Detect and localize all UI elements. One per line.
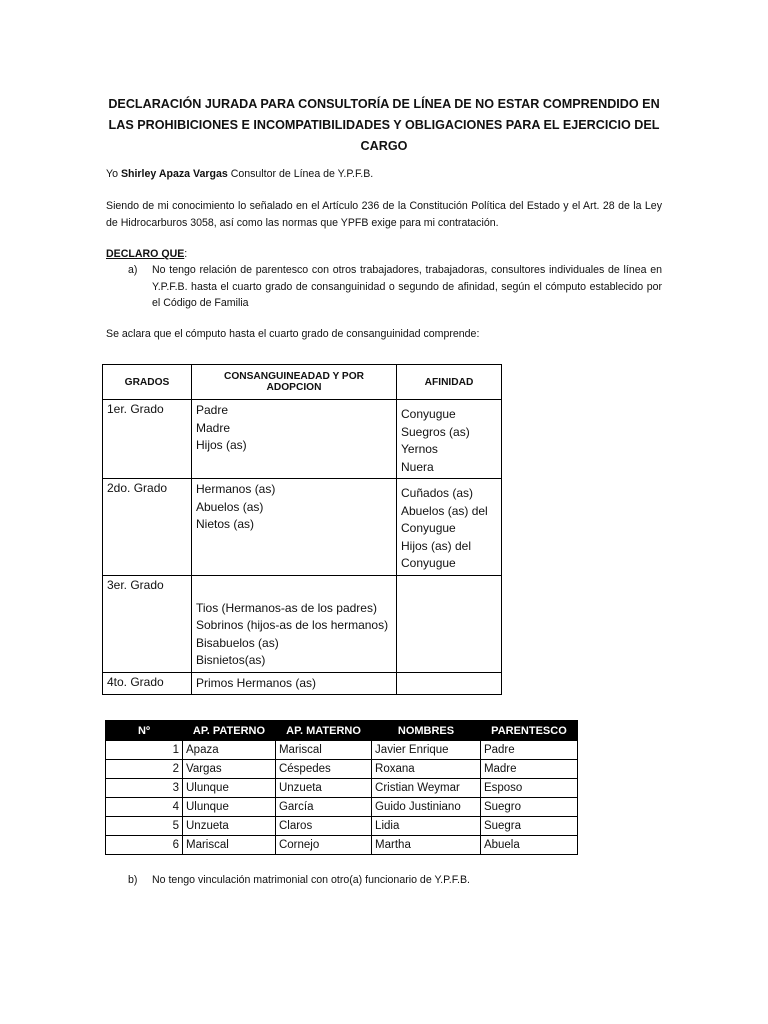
- afinidad-cell: [397, 400, 502, 479]
- ap-materno: Mariscal: [275, 741, 371, 760]
- declaration-item-b: [128, 872, 662, 889]
- grado-row-1: [103, 400, 502, 479]
- ap-materno: Cornejo: [275, 836, 371, 855]
- relation: Hermanos (as): [196, 482, 276, 496]
- grado-label: 2do. Grado: [103, 479, 192, 576]
- header-ap-materno: AP. MATERNO: [275, 721, 371, 741]
- relation: Bisabuelos (as): [196, 635, 279, 650]
- ap-paterno: Ulunque: [183, 798, 276, 817]
- family-table: [105, 720, 578, 855]
- item-b-text: No tengo vinculación matrimonial con otro(a) funcionario de Y.P.F.B.: [152, 874, 470, 886]
- grados-header-row: [103, 365, 502, 400]
- table-row: [106, 741, 578, 760]
- title-line-1: DECLARACIÓN JURADA PARA CONSULTORÍA DE LÍNEA DE NO ESTAR COMPRENDIDO EN: [108, 97, 660, 111]
- header-nombres: NOMBRES: [372, 721, 481, 741]
- declaration-item-a: [128, 262, 662, 312]
- table-row: [106, 817, 578, 836]
- ap-materno: Claros: [275, 817, 371, 836]
- table-row: [106, 836, 578, 855]
- nombres: Roxana: [372, 760, 481, 779]
- afinidad-cell: [397, 672, 502, 695]
- relation: Conyugue: [401, 407, 456, 421]
- ap-materno: Unzueta: [275, 779, 371, 798]
- header-grados: GRADOS: [103, 365, 192, 400]
- ap-materno: García: [275, 798, 371, 817]
- nombres: Javier Enrique: [372, 741, 481, 760]
- grado-label: 4to. Grado: [103, 672, 192, 695]
- relation: Abuelos (as) del Conyugue: [401, 503, 488, 535]
- nombres: Martha: [372, 836, 481, 855]
- table-row: [106, 760, 578, 779]
- header-consanguineidad: CONSANGUINEADAD Y POR ADOPCION: [192, 365, 397, 400]
- afinidad-cell: [397, 479, 502, 576]
- header-ap-paterno: AP. PATERNO: [183, 721, 276, 741]
- header-num: Nº: [106, 721, 183, 741]
- consanguinidad-cell: [192, 575, 397, 672]
- relation: Suegros (as): [401, 424, 470, 439]
- ap-paterno: Apaza: [183, 741, 276, 760]
- consanguinidad-cell: [192, 672, 397, 695]
- parentesco: Padre: [480, 741, 577, 760]
- header-parentesco: PARENTESCO: [480, 721, 577, 741]
- row-number: 1: [106, 741, 183, 760]
- relation: Yernos: [401, 442, 438, 456]
- grado-row-2: [103, 479, 502, 576]
- paragraph-legal-basis: Siendo de mi conocimiento lo señalado en el Artículo 236 de la Constitución Política del Estado y el Art. 28 de la Ley de Hidrocarburos 3058, así como las normas que YPFB exige para mi contratación.: [106, 200, 662, 229]
- relation: Hijos (as) del Conyugue: [401, 538, 472, 570]
- consanguinidad-cell: [192, 400, 397, 479]
- relation: Sobrinos (hijos-as de los hermanos): [196, 618, 389, 632]
- row-number: 3: [106, 779, 183, 798]
- row-number: 2: [106, 760, 183, 779]
- declarant-role: Consultor de Línea de Y.P.F.B.: [230, 168, 374, 180]
- header-afinidad: AFINIDAD: [397, 365, 502, 400]
- declaro-colon: :: [184, 248, 188, 260]
- row-number: 5: [106, 817, 183, 836]
- parentesco: Abuela: [480, 836, 577, 855]
- relation: Madre: [196, 420, 231, 435]
- item-a-text: No tengo relación de parentesco con otros trabajadores, trabajadoras, consultores individuales de línea en Y.P.F.B. hasta el cuarto grado de consanguinidad o segundo de afinidad, según el cómputo establecido por el Código de Familia: [152, 264, 662, 309]
- nombres: Lidia: [372, 817, 481, 836]
- relation: Hijos (as): [196, 438, 247, 452]
- ap-paterno: Mariscal: [183, 836, 276, 855]
- grado-label: 1er. Grado: [103, 400, 192, 479]
- relation: Nietos (as): [196, 517, 255, 531]
- grados-table: [102, 364, 502, 695]
- parentesco: Suegro: [480, 798, 577, 817]
- relation: Tios (Hermanos-as de los padres): [196, 600, 377, 615]
- declarant-name: Shirley Apaza Vargas: [120, 168, 228, 180]
- parentesco: Esposo: [480, 779, 577, 798]
- relation: Nuera: [401, 459, 434, 474]
- title-line-2: LAS PROHIBICIONES E INCOMPATIBILIDADES Y OBLIGACIONES PARA EL EJERCICIO DEL: [108, 118, 660, 132]
- ap-paterno: Unzueta: [183, 817, 276, 836]
- nombres: Cristian Weymar: [372, 779, 481, 798]
- grado-row-4: [103, 672, 502, 695]
- row-number: 6: [106, 836, 183, 855]
- table-row: [106, 798, 578, 817]
- declaro-label: DECLARO QUE: [106, 248, 185, 260]
- ap-paterno: Ulunque: [183, 779, 276, 798]
- consanguinidad-cell: [192, 479, 397, 576]
- grado-row-3: [103, 575, 502, 672]
- parentesco: Suegra: [480, 817, 577, 836]
- intro-yo: Yo: [106, 168, 118, 180]
- afinidad-cell: [397, 575, 502, 672]
- relation: Cuñados (as): [401, 486, 474, 500]
- ap-materno: Céspedes: [275, 760, 371, 779]
- paragraph-computo: Se aclara que el cómputo hasta el cuarto grado de consanguinidad comprende:: [106, 328, 480, 340]
- item-b-marker: b): [128, 874, 138, 886]
- declaro-heading: [106, 246, 662, 263]
- title-line-3: CARGO: [360, 139, 408, 153]
- ap-paterno: Vargas: [183, 760, 276, 779]
- item-a-marker: a): [128, 264, 138, 276]
- relation: Bisnietos(as): [196, 653, 266, 667]
- intro-line: [106, 166, 662, 183]
- relation: Abuelos (as): [196, 499, 264, 514]
- nombres: Guido Justiniano: [372, 798, 481, 817]
- parentesco: Madre: [480, 760, 577, 779]
- row-number: 4: [106, 798, 183, 817]
- table-row: [106, 779, 578, 798]
- document-title: [100, 94, 668, 157]
- grado-label: 3er. Grado: [103, 575, 192, 672]
- relation: Padre: [196, 403, 229, 417]
- relation: Primos Hermanos (as): [196, 675, 317, 690]
- family-header-row: [106, 721, 578, 741]
